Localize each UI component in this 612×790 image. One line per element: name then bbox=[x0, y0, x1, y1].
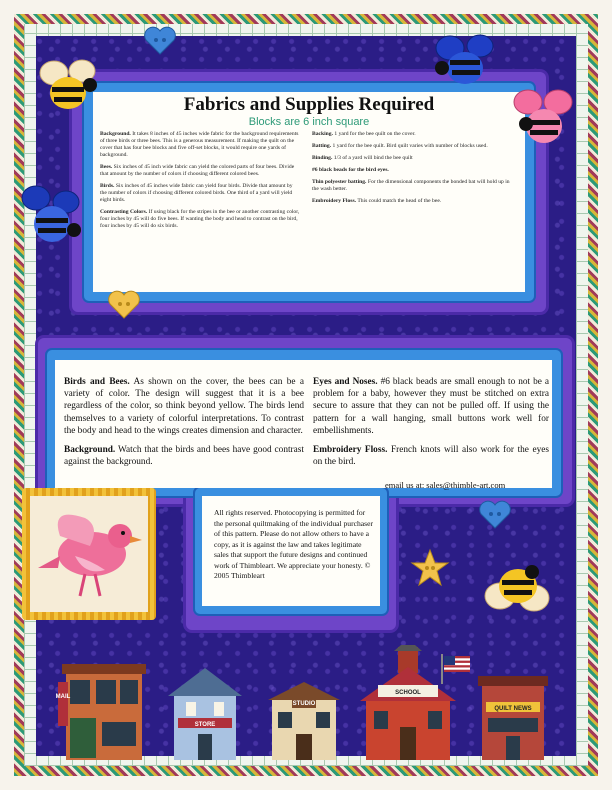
store-sign: STORE bbox=[194, 722, 216, 728]
copyright-notice: All rights reserved. Photocopying is permitted for the personal quiltmaking of the individual purchaser of this pattern. Please do not allow others to have a copy, as it is against the law and takes legitimate sales that support the future designs and continued work of Thimbleart. We appreciate your honesty. © 2005 Thimbleart bbox=[214, 508, 374, 580]
supply-item: Birds. Six inches of 45 inches wide fabric can yield four birds. Divide that amount by the number of colors if choosing different colored birds. One third of a yard will yield eight birds. bbox=[100, 183, 293, 203]
mail-building-icon bbox=[56, 660, 146, 760]
american-flag-icon bbox=[440, 654, 472, 684]
blue-bee-icon bbox=[432, 30, 498, 94]
page-subtitle: Blocks are 6 inch square bbox=[248, 116, 370, 128]
store-building-icon bbox=[168, 668, 242, 760]
notes-left-column bbox=[64, 376, 304, 475]
studio-sign: STUDIO bbox=[292, 701, 316, 707]
yellow-heart-button-icon bbox=[107, 290, 141, 320]
quilt-news-sign: QUILT NEWS bbox=[494, 706, 532, 712]
quilt-news-building-icon bbox=[478, 672, 548, 760]
blue-heart-button-icon bbox=[143, 26, 177, 56]
yellow-bee-icon bbox=[38, 55, 100, 117]
supply-item: Contrasting Colors. If using black for the stripes in the bee or another contrasting color, four inches by 45 will do five bees. If wanting the body and head to contrast on the bird, four inches by 45 will do six birds. bbox=[100, 209, 300, 229]
supply-item: Batting. 1 yard for the bee quilt. Bird quilt varies with number of blocks used. bbox=[312, 143, 488, 149]
note-item: Eyes and Noses. #6 black beads are small enough to not be a problem for a baby, however they must be stitched on extra secure to assure that they can not be pulled off. If using the pattern for a wall hanging, small buttons work well for embellishments. bbox=[313, 377, 550, 436]
notes-right-column bbox=[313, 376, 549, 475]
pink-bird-icon bbox=[30, 496, 148, 612]
email-contact[interactable]: email us at: sales@thimble-art.com bbox=[385, 480, 506, 490]
supply-item: Background. It takes 8 inches of 45 inches wide fabric for the background requirements of three birds or three bees. This is a generous measurement. If making the quilt on the cover that has four bee blocks and five off-set blocks, it would require one yards of background. bbox=[100, 131, 299, 158]
blue-heart-button-icon bbox=[478, 500, 512, 530]
blue-bee-icon bbox=[18, 180, 84, 254]
supply-item: #6 black beads for the bird eyes. bbox=[312, 167, 389, 173]
yellow-star-button-icon bbox=[410, 548, 450, 588]
supply-item: Embroidery Floss. This could match the head of the bee. bbox=[312, 198, 442, 204]
studio-building-icon bbox=[264, 680, 344, 760]
school-sign: SCHOOL bbox=[395, 690, 421, 696]
yellow-bee-icon bbox=[482, 556, 552, 628]
bird-photo bbox=[30, 496, 148, 612]
mail-sign: MAIL bbox=[56, 694, 71, 700]
page-title: Fabrics and Supplies Required bbox=[183, 94, 435, 115]
note-item: Birds and Bees. As shown on the cover, the bees can be a variety of color. The design will suggest that it is a bee regardless of the color, so think beyond yellow. The birds lend themselves to a variety of colorful interpretations. To contrast the body and head to the wings creates dimension and character. bbox=[64, 377, 304, 436]
supplies-right-column bbox=[312, 131, 517, 210]
supply-item: Bees. Six inches of 45 inch wide fabric can yield the colored parts of four bees. Divide that amount by the number of colors if choosing different colored bees. bbox=[100, 164, 295, 177]
supply-item: Backing. 1 yard for the bee quilt on the cover. bbox=[312, 131, 416, 137]
note-item: Background. Watch that the birds and bees have good contrast against the background. bbox=[64, 445, 304, 468]
supplies-left-column bbox=[100, 131, 300, 235]
note-item: Embroidery Floss. French knots will also work for the eyes on the bird. bbox=[313, 445, 549, 468]
supply-item: Thin polyester batting. For the dimensional components the bonded bat will hold up in the wash better. bbox=[312, 179, 510, 192]
supply-item: Binding. 1/3 of a yard will bind the bee quilt bbox=[312, 155, 413, 161]
pink-bee-icon bbox=[512, 82, 578, 154]
